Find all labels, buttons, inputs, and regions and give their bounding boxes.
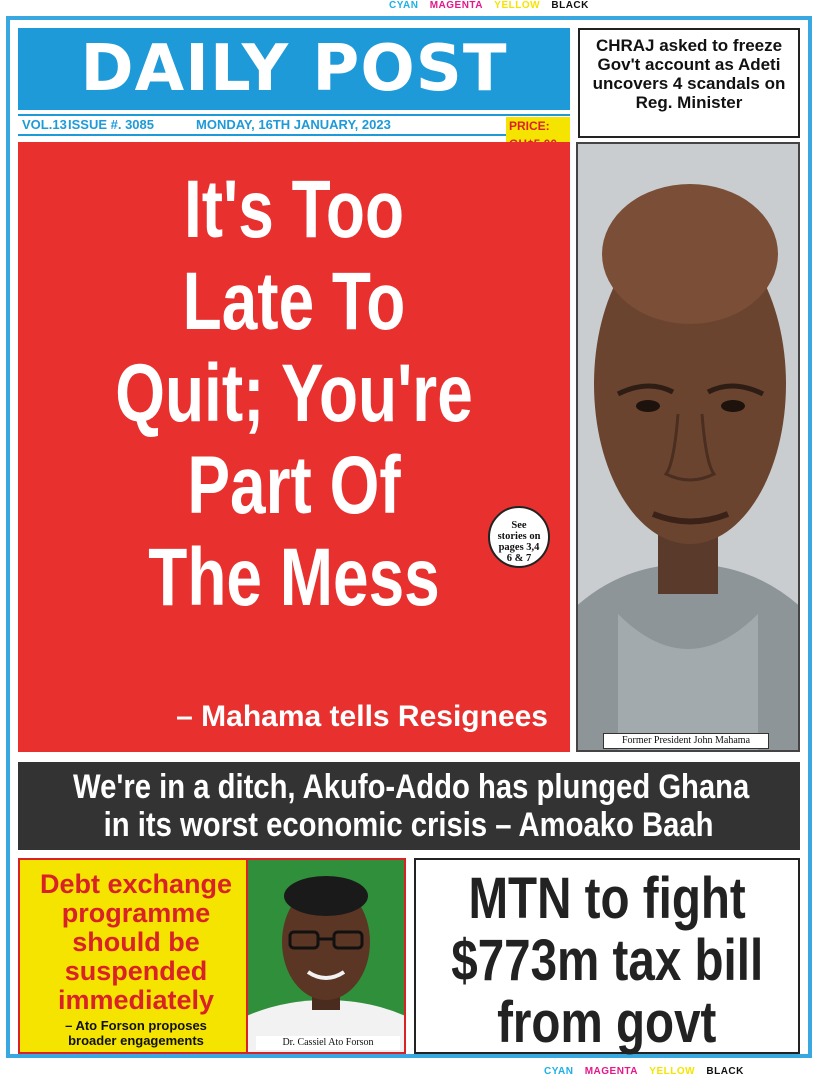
portrait-illustration xyxy=(578,144,798,750)
cmyk-yellow: YELLOW xyxy=(649,1066,696,1077)
mtn-headline-line: from govt xyxy=(497,990,717,1055)
headline-line: Late To xyxy=(182,256,406,347)
headline-line: Part Of xyxy=(187,440,401,531)
headline-line: The Mess xyxy=(148,532,440,623)
debt-sub-line: – Ato Forson proposes xyxy=(65,1018,207,1033)
see-stories-badge xyxy=(488,506,550,568)
headline-line: Quit; You're xyxy=(115,348,473,439)
mahama-photo xyxy=(576,142,800,752)
ato-forson-photo xyxy=(246,858,406,1054)
volume-label: VOL.13 xyxy=(22,117,67,132)
mtn-headline-line: MTN to fight xyxy=(468,866,746,931)
ato-photo-caption: Dr. Cassiel Ato Forson xyxy=(256,1036,400,1050)
masthead xyxy=(18,28,570,136)
color-bar-bottom xyxy=(540,1066,748,1077)
debt-headline-line: programme xyxy=(61,898,211,928)
debt-headline xyxy=(26,870,246,1015)
cmyk-yellow: YELLOW xyxy=(494,0,541,11)
lead-story[interactable] xyxy=(18,142,570,752)
banner-line: We're in a ditch, Akufo-Addo has plunged Ghana xyxy=(73,768,750,806)
masthead-info-bar xyxy=(18,114,570,136)
cmyk-cyan: CYAN xyxy=(389,0,419,11)
debt-sub-line: broader engagements xyxy=(68,1033,204,1048)
debt-subhead xyxy=(28,1018,244,1048)
lead-headline xyxy=(79,164,510,624)
badge-line: See xyxy=(511,520,527,531)
color-bar-top xyxy=(385,0,593,11)
mtn-story[interactable] xyxy=(414,858,800,1054)
debt-headline-line: should be xyxy=(72,927,200,957)
ato-portrait-illustration xyxy=(248,860,404,1052)
cmyk-black: BLACK xyxy=(706,1066,744,1077)
banner-line: in its worst economic crisis – Amoako Baah xyxy=(104,806,714,844)
cmyk-magenta: MAGENTA xyxy=(429,0,484,11)
cmyk-black: BLACK xyxy=(551,0,589,11)
banner-story[interactable] xyxy=(18,762,800,850)
mtn-headline-line: $773m tax bill xyxy=(451,928,763,993)
debt-headline-line: suspended xyxy=(64,956,208,986)
badge-line: pages 3,4 xyxy=(498,542,540,553)
cmyk-magenta: MAGENTA xyxy=(584,1066,639,1077)
badge-line: stories on xyxy=(497,531,541,542)
lead-subhead: – Mahama tells Resignees xyxy=(176,700,548,733)
headline-line: It's Too xyxy=(183,164,405,255)
badge-line: 6 & 7 xyxy=(506,553,532,564)
teaser-text: CHRAJ asked to freeze Gov't account as Adeti uncovers 4 scandals on Reg. Minister xyxy=(592,36,786,112)
debt-headline-line: immediately xyxy=(57,985,215,1015)
price-label: PRICE: xyxy=(506,117,570,153)
debt-headline-line: Debt exchange xyxy=(39,869,233,899)
photo-caption: Former President John Mahama xyxy=(603,733,769,749)
masthead-title: DAILY POST xyxy=(18,28,570,110)
teaser-box[interactable] xyxy=(578,28,800,138)
cmyk-cyan: CYAN xyxy=(544,1066,574,1077)
issue-label: ISSUE #. 3085 xyxy=(68,117,154,132)
date-label: MONDAY, 16TH JANUARY, 2023 xyxy=(196,117,391,132)
